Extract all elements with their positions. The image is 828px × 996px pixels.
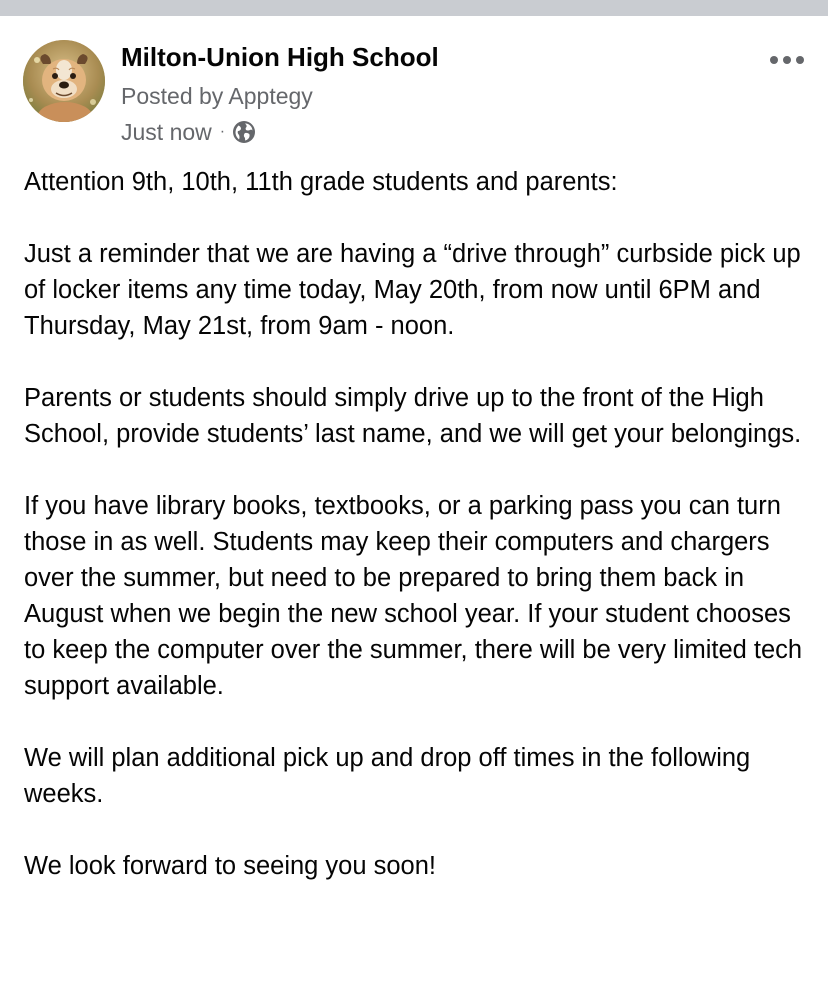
post-paragraph: We will plan additional pick up and drop off times in the following weeks. [24,744,751,808]
post-message [24,164,814,920]
post-paragraph: Parents or students should simply drive up to the front of the High School, provide students’ last name, and we will get your belongings. [24,384,802,448]
post-paragraph: Attention 9th, 10th, 11th grade students and parents: [24,168,618,196]
more-horizontal-icon [769,55,805,65]
post-meta [121,117,256,147]
page-avatar[interactable] [23,40,105,122]
post-timestamp[interactable]: Just now [121,118,212,145]
bulldog-avatar-image [23,40,105,122]
globe-icon[interactable] [232,120,256,144]
posted-by-label: Posted by Apptegy [121,83,313,109]
page-name-link[interactable]: Milton-Union High School [121,42,439,72]
post-paragraph: Just a reminder that we are having a “drive through” curbside pick up of locker items any time today, May 20th, from now until 6PM and Thursday, May 21st, from 9am - noon. [24,240,801,340]
facebook-post [0,16,828,996]
post-paragraph: We look forward to seeing you soon! [24,852,437,880]
meta-separator: · [219,123,226,140]
post-paragraph: If you have library books, textbooks, or a parking pass you can turn those in as well. Students may keep their computers and chargers over the summer, but need to be prepared to bring them back in August when we begin the new school year. If your student chooses to keep the computer over the summer, there will be very limited tech support available. [24,492,803,700]
more-options-button[interactable] [766,46,808,74]
feed-separator [0,0,828,16]
